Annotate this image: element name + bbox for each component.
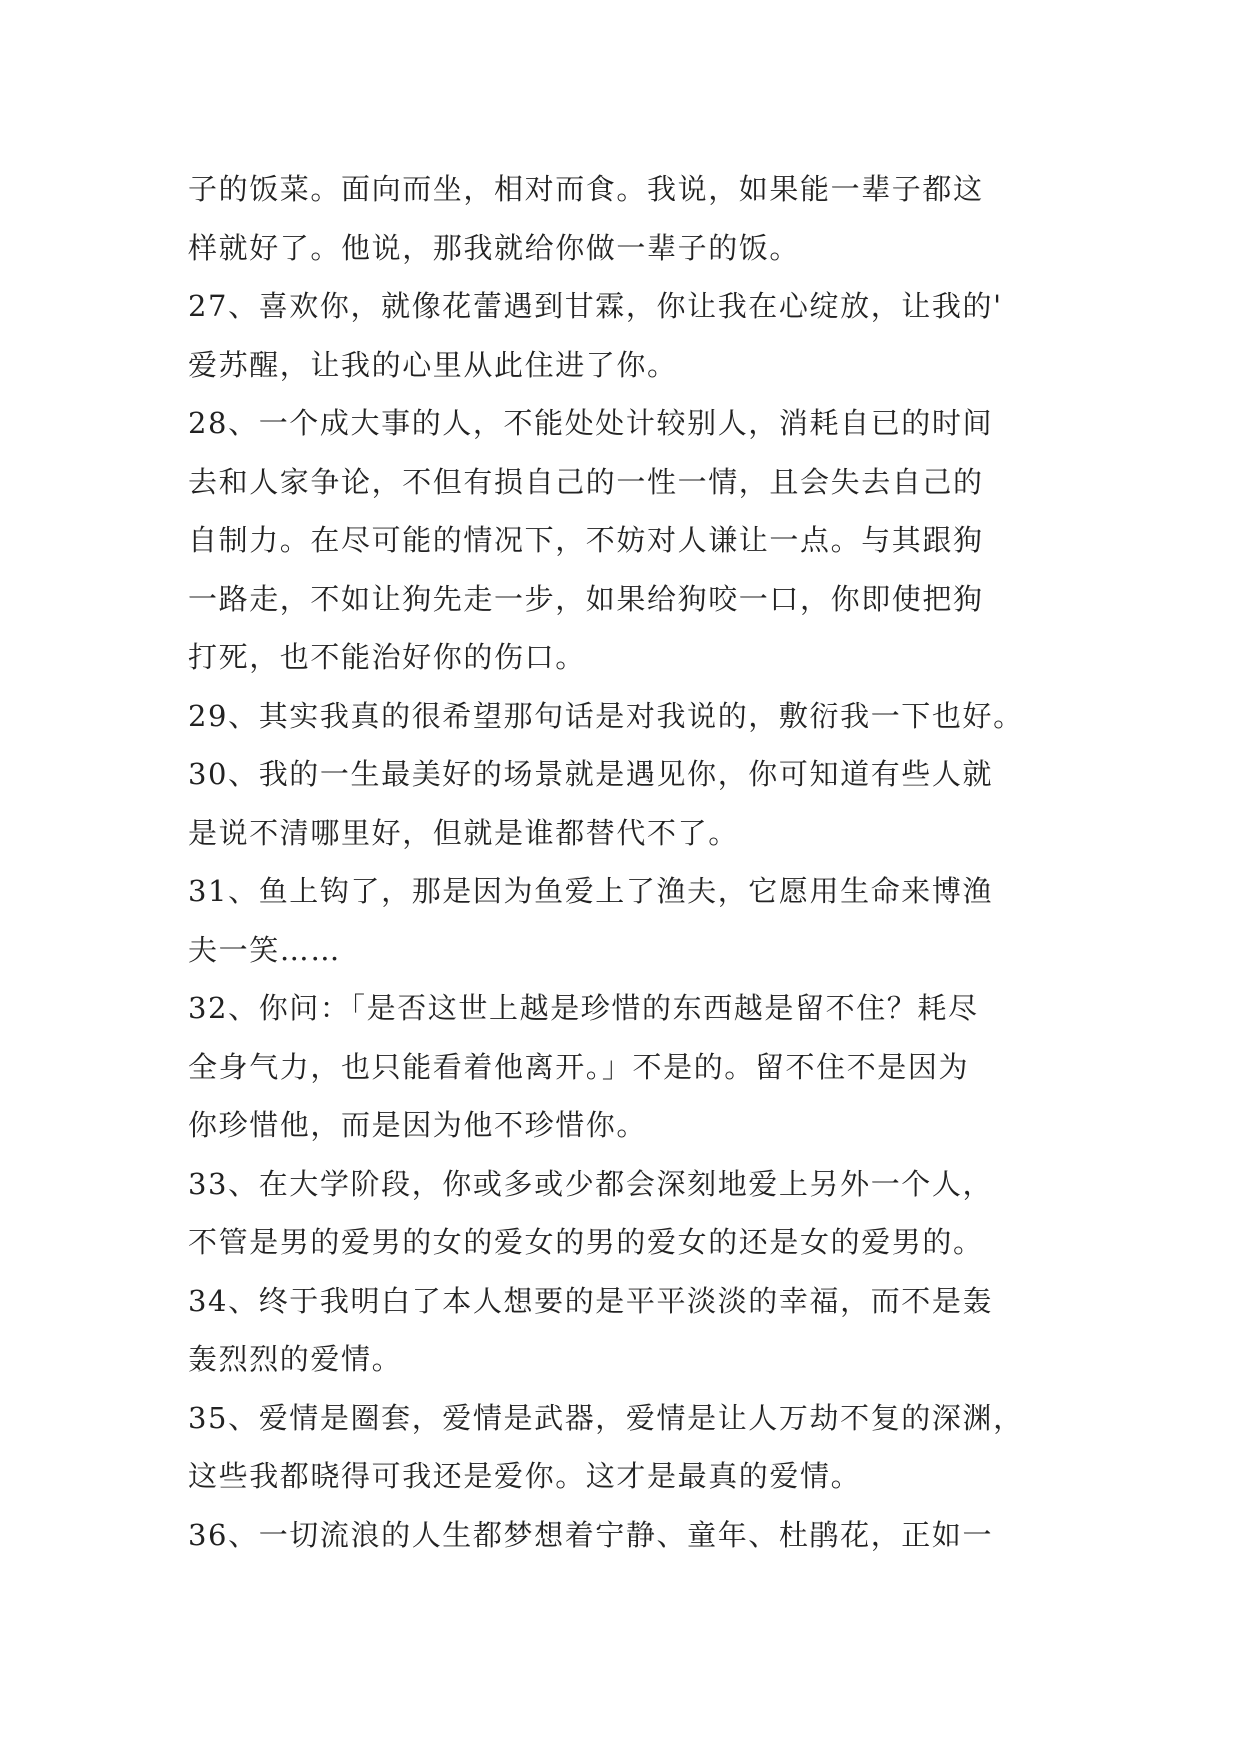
text-line: 35、爱情是圈套，爱情是武器，爱情是让人万劫不复的深渊， [188, 1400, 1024, 1435]
text-line: 去和人家争论，不但有损自己的一性一情，且会失去自己的 [188, 464, 984, 499]
text-line: 轰烈烈的爱情。 [188, 1342, 403, 1376]
text-line: 打死，也不能治好你的伤口。 [188, 640, 586, 674]
text-line: 是说不清哪里好，但就是谁都替代不了。 [188, 815, 739, 850]
text-line: 27、喜欢你，就像花蕾遇到甘霖，你让我在心绽放，让我的' [188, 289, 1003, 323]
text-line: 30、我的一生最美好的场景就是遇见你，你可知道有些人就 [188, 757, 994, 791]
text-line: 34、终于我明白了本人想要的是平平淡淡的幸福，而不是轰 [188, 1283, 994, 1318]
text-line: 不管是男的爱男的女的爱女的男的爱女的还是女的爱男的。 [188, 1225, 984, 1259]
text-line: 你珍惜他，而是因为他不珍惜你。 [188, 1108, 648, 1142]
text-line: 36、一切流浪的人生都梦想着宁静、童年、杜鹃花，正如一 [188, 1517, 994, 1552]
text-line: 32、你问：「是否这世上越是珍惜的东西越是留不住？耗尽 [188, 991, 979, 1025]
text-line: 一路走，不如让狗先走一步，如果给狗咬一口，你即使把狗 [188, 581, 984, 616]
text-line: 31、鱼上钩了，那是因为鱼爱上了渔夫，它愿用生命来博渔 [188, 874, 994, 908]
document-body [188, 160, 1068, 1564]
text-line: 29、其实我真的很希望那句话是对我说的，敷衍我一下也好。 [188, 698, 1024, 733]
text-line: 样就好了。他说，那我就给你做一辈子的饭。 [188, 230, 801, 265]
text-line: 33、在大学阶段，你或多或少都会深刻地爱上另外一个人， [188, 1166, 994, 1201]
text-line: 全身气力，也只能看着他离开。」不是的。留不住不是因为 [188, 1049, 970, 1084]
text-line: 这些我都晓得可我还是爱你。这才是最真的爱情。 [188, 1459, 862, 1493]
text-line: 自制力。在尽可能的情况下，不妨对人谦让一点。与其跟狗 [188, 523, 984, 557]
text-line: 28、一个成大事的人，不能处处计较别人，消耗自已的时间 [188, 406, 994, 440]
text-line: 夫一笑…… [188, 932, 342, 967]
text-line: 子的饭菜。面向而坐，相对而食。我说，如果能一辈子都这 [188, 172, 984, 206]
text-line: 爱苏醒，让我的心里从此住进了你。 [188, 347, 678, 382]
